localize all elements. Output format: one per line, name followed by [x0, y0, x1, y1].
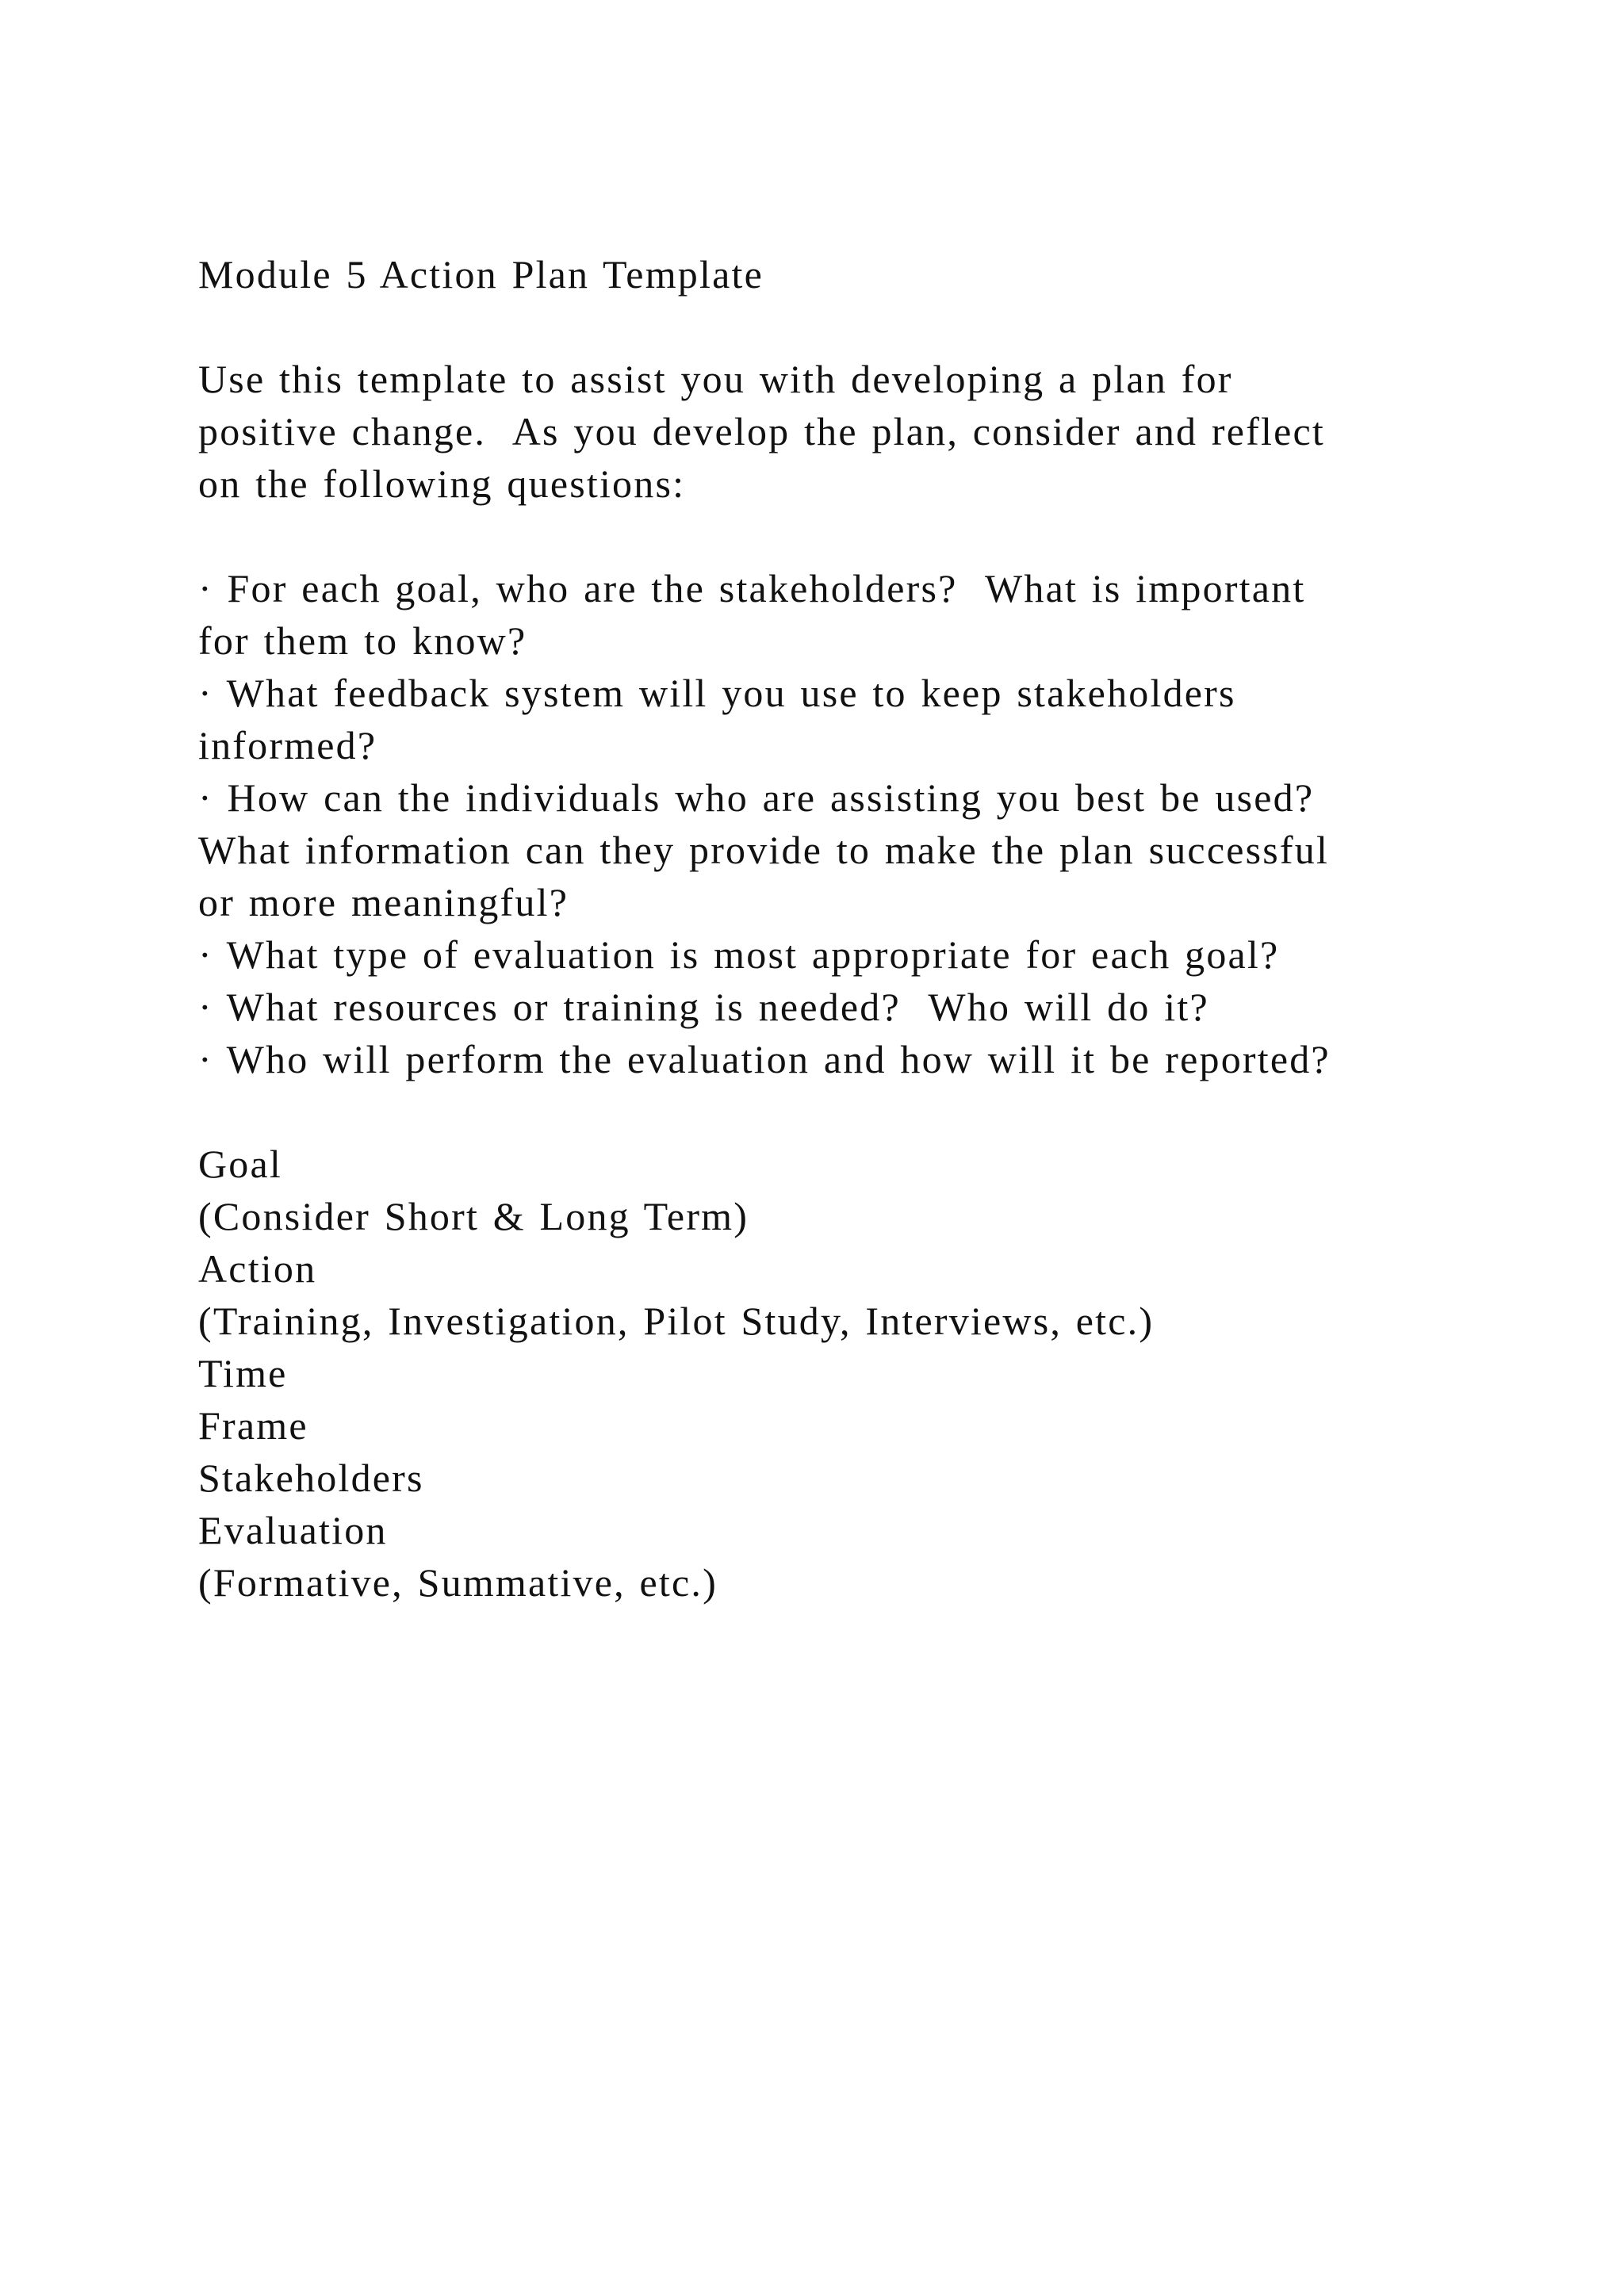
- question-line: informed?: [198, 723, 377, 767]
- question-line: or more meaningful?: [198, 880, 569, 924]
- blank-line: [198, 300, 1435, 353]
- question-line: · What type of evaluation is most appropriate for each goal?: [198, 932, 1280, 977]
- table-header-goal-note: (Consider Short & Long Term): [198, 1194, 749, 1238]
- question-line: for them to know?: [198, 618, 527, 663]
- question-line: · What feedback system will you use to keep stakeholders: [198, 671, 1236, 715]
- table-header-evaluation-note: (Formative, Summative, etc.): [198, 1560, 718, 1605]
- question-line: What information can they provide to make the plan successful: [198, 828, 1330, 872]
- table-header-time: Time: [198, 1351, 288, 1395]
- question-line: · How can the individuals who are assisting you best be used?: [198, 775, 1315, 820]
- table-header-frame: Frame: [198, 1403, 308, 1448]
- intro-line: on the following questions:: [198, 461, 686, 506]
- question-line: · For each goal, who are the stakeholders? What is important: [198, 566, 1306, 610]
- intro-line: positive change. As you develop the plan, consider and reflect: [198, 409, 1325, 453]
- table-header-action: Action: [198, 1246, 317, 1291]
- table-header-evaluation: Evaluation: [198, 1508, 388, 1552]
- document-body: [198, 248, 1435, 1609]
- question-line: · Who will perform the evaluation and how will it be reported?: [198, 1037, 1331, 1081]
- blank-line: [198, 1085, 1435, 1138]
- document-title: Module 5 Action Plan Template: [198, 252, 764, 297]
- table-header-action-note: (Training, Investigation, Pilot Study, Interviews, etc.): [198, 1299, 1155, 1343]
- table-header-goal: Goal: [198, 1142, 282, 1186]
- question-line: · What resources or training is needed? Who will do it?: [198, 985, 1209, 1029]
- intro-line: Use this template to assist you with developing a plan for: [198, 357, 1233, 401]
- blank-line: [198, 510, 1435, 562]
- table-header-stakeholders: Stakeholders: [198, 1456, 424, 1500]
